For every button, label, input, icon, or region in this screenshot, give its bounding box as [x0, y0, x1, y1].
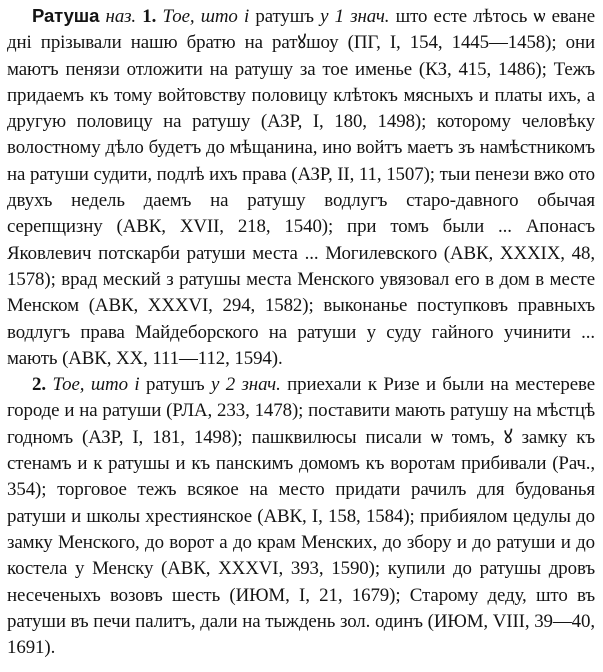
sense-2-reference-word: ратушъ — [146, 374, 205, 396]
part-of-speech: наз. — [105, 6, 137, 27]
sense-2-definition: Тое, што і — [52, 374, 140, 396]
sense-1-reference-word: ратушъ — [255, 6, 314, 27]
entry-sense-2 — [7, 372, 595, 661]
sense-2-reference-sense: у 2 знач. — [210, 374, 281, 396]
sense-1-citations: што есте лѣтось ѡ еване дні прізывали нашю братю на ратꙋшоу (ПГ, І, 154, 1445—1458); они маютъ пенязи отложити на ратушу за тое именье (КЗ, 415, 1486); Тежъ придаемъ къ тому войтовству половицу клѣтокъ мясныхъ и платы ихъ, а другую половицу на ратушу (АЗР, І, 180, 1498); которому человѣку волостному дѣло будетъ до мѣщанина, ино войтъ маетъ зъ намѣстникомъ на ратуши судити, подлѣ ихъ права (АЗР, ІІ, 11, 1507); тыи пенези вжо ото двухъ недель даемъ на ратушу водлугъ старо-давного обычая серепщизну (АВК, XVII, 218, 1540); при томъ были ... Апонасъ Яковлевич потскарби ратуши места ... Могилевского (АВК, XXXIX, 48, 1578); врад меский з ратушы места Менского увязовал его в дом в месте Менском (АВК, XXXVI, 294, 1582); выконанье поступковъ правныхъ водлугъ права Майдеборского на ратуши у суду гайного учинити ... мають (АВК, XX, 111—112, 1594). — [7, 6, 596, 369]
sense-1-definition: Тое, што і — [162, 6, 250, 27]
sense-1-number: 1. — [142, 6, 157, 27]
headword: Ратуша — [32, 5, 100, 26]
sense-2-number: 2. — [32, 374, 46, 396]
sense-1-reference-sense: у 1 знач. — [320, 6, 390, 27]
sense-2-citations: приехали к Ризе и были на местереве городе и на ратуши (РЛА, 233, 1478); поставити мають ратушу на мѣстцѣ годномъ (АЗР, І, 181, 1498); пашквилюсы писали ѡ томъ, ꙋ замку къ стенамъ и к ратушы и къ панскимъ домомъ къ воротам прибивали (Рач., 354); торговое тежъ всякое на место придати рачилъ для будованья ратуши и школы хрестиянское (АВК, І, 158, 1584); прибиялом цедулы до замку Менского, до ворот а до крам Менских, до збору и до ратуши и до костела у Менску (АВК, XXXVI, 393, 1590); купили до ратушы дровъ несеченыхъ возовъ шесть (ИЮМ, І, 21, 1679); Старому деду, што въ ратуши въ печи палитъ, дали на тыждень зол. одинъ (ИЮМ, VIII, 39—40, 1691). — [7, 374, 596, 659]
entry-sense-1 — [7, 3, 595, 372]
